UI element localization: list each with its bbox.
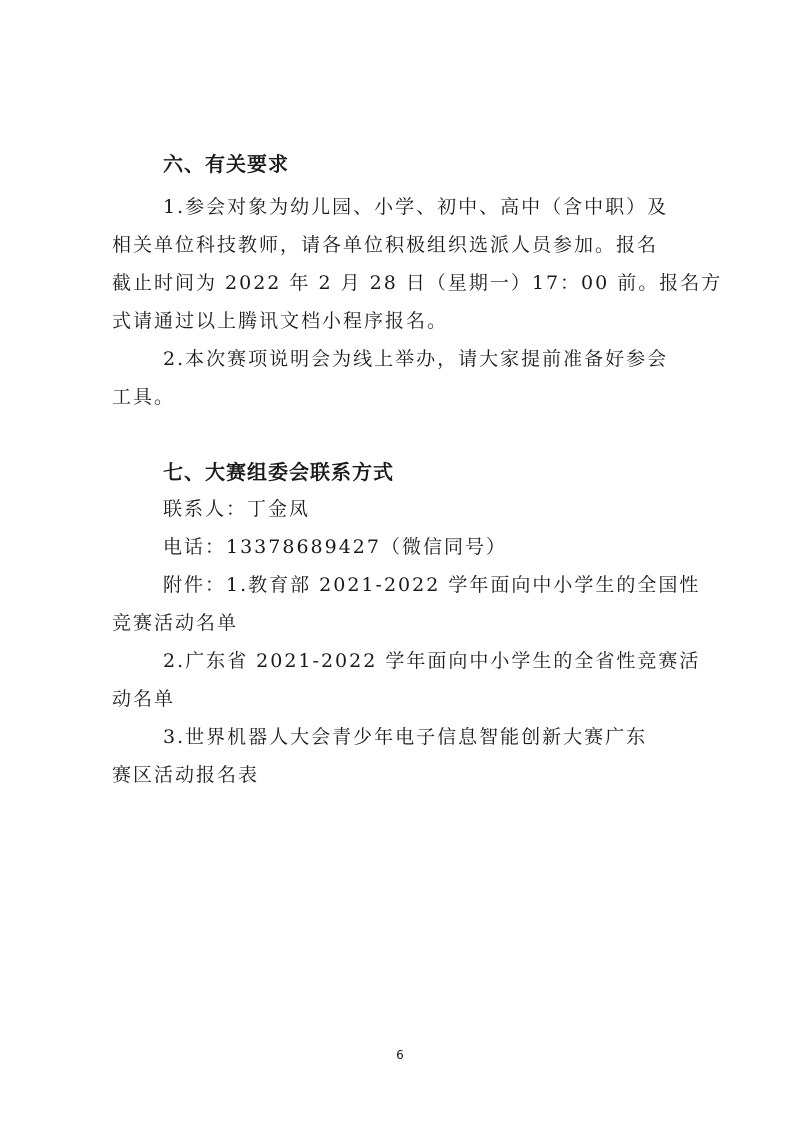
section-6-item-1-line-2: 相关单位科技教师，请各单位积极组织选派人员参加。报名 [112, 234, 659, 256]
section-7-heading: 七、大赛组委会联系方式 [163, 460, 394, 484]
attachment-1-line-2: 竞赛活动名单 [112, 612, 239, 634]
contact-phone: 电话：13378689427（微信同号） [163, 536, 507, 558]
section-6-item-1-line-1: 1.参会对象为幼儿园、小学、初中、高中（含中职）及 [163, 196, 669, 218]
attachment-2-line-2: 动名单 [112, 688, 176, 710]
attachment-3-line-1: 3.世界机器人大会青少年电子信息智能创新大赛广东 [163, 726, 648, 748]
attachment-1-line-1: 附件：1.教育部 2021-2022 学年面向中小学生的全国性 [163, 574, 701, 596]
section-6-item-1-line-4: 式请通过以上腾讯文档小程序报名。 [112, 310, 449, 332]
section-6-item-2-line-1: 2.本次赛项说明会为线上举办，请大家提前准备好参会 [163, 348, 669, 370]
contact-person: 联系人：丁金凤 [163, 498, 311, 520]
attachment-3-line-2: 赛区活动报名表 [112, 764, 260, 786]
section-6-heading: 六、有关要求 [163, 152, 289, 176]
section-6-item-1-line-3: 截止时间为 2022 年 2 月 28 日（星期一）17：00 前。报名方 [112, 272, 723, 294]
attachment-2-line-1: 2.广东省 2021-2022 学年面向中小学生的全省性竞赛活 [163, 650, 701, 672]
section-6-item-2-line-2: 工具。 [112, 386, 176, 408]
page-number: 6 [396, 1048, 404, 1062]
